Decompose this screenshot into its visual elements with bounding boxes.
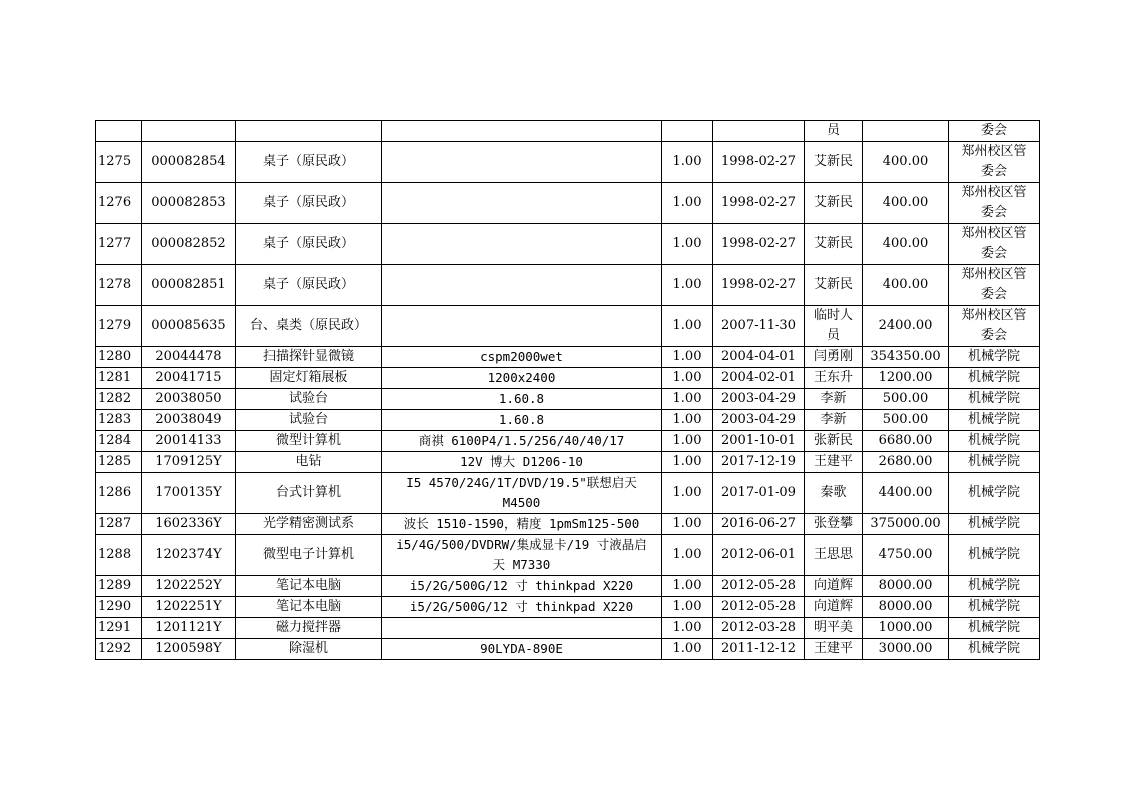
table-row: [96, 514, 1040, 535]
cell-amount: 400.00: [863, 265, 949, 306]
cell-name: 微型电子计算机: [236, 535, 382, 576]
cell-person: 王建平: [805, 452, 863, 473]
cell-code: 000082851: [142, 265, 236, 306]
cell-spec: [382, 618, 662, 639]
cell-amount: 500.00: [863, 389, 949, 410]
cell-person: 王建平: [805, 639, 863, 660]
cell-name: 桌子（原民政）: [236, 142, 382, 183]
cell-qty: 1.00: [662, 576, 713, 597]
cell-qty: 1.00: [662, 265, 713, 306]
cell-name: 桌子（原民政）: [236, 265, 382, 306]
cell-amount: 1000.00: [863, 618, 949, 639]
cell-name: 台、桌类（原民政）: [236, 306, 382, 347]
cell-dept: 机械学院: [949, 618, 1040, 639]
cell-spec: [382, 142, 662, 183]
cell-dept: 机械学院: [949, 431, 1040, 452]
cell-person: 艾新民: [805, 265, 863, 306]
cell-name: 电钻: [236, 452, 382, 473]
cell-spec: i5/2G/500G/12 寸 thinkpad X220: [382, 576, 662, 597]
cell-amount: 354350.00: [863, 347, 949, 368]
table-row: [96, 639, 1040, 660]
cell-index: 1287: [96, 514, 142, 535]
cell-dept: 郑州校区管 委会: [949, 224, 1040, 265]
cell-person: 艾新民: [805, 142, 863, 183]
cell-qty: 1.00: [662, 473, 713, 514]
cell-dept: 郑州校区管 委会: [949, 265, 1040, 306]
cell-amount: 400.00: [863, 183, 949, 224]
cell-dept: 机械学院: [949, 535, 1040, 576]
cell-date: 2012-05-28: [713, 597, 805, 618]
cell-date: 2017-12-19: [713, 452, 805, 473]
cell-person: 李新: [805, 389, 863, 410]
cell-name: 固定灯箱展板: [236, 368, 382, 389]
cell-spec: I5 4570/24G/1T/DVD/19.5"联想启天 M4500: [382, 473, 662, 514]
cell-amount: 2400.00: [863, 306, 949, 347]
cell-person: 向道辉: [805, 597, 863, 618]
cell-index: [96, 121, 142, 142]
cell-name: 微型计算机: [236, 431, 382, 452]
cell-date: 2004-02-01: [713, 368, 805, 389]
cell-code: 1709125Y: [142, 452, 236, 473]
cell-index: 1291: [96, 618, 142, 639]
cell-dept: 机械学院: [949, 347, 1040, 368]
cell-dept: 机械学院: [949, 597, 1040, 618]
cell-date: 2003-04-29: [713, 389, 805, 410]
table-row: [96, 576, 1040, 597]
cell-qty: 1.00: [662, 431, 713, 452]
cell-dept: 机械学院: [949, 410, 1040, 431]
cell-name: 光学精密测试系: [236, 514, 382, 535]
cell-qty: [662, 121, 713, 142]
cell-code: 1202374Y: [142, 535, 236, 576]
cell-index: 1275: [96, 142, 142, 183]
cell-index: 1283: [96, 410, 142, 431]
cell-date: 1998-02-27: [713, 224, 805, 265]
cell-date: 2012-03-28: [713, 618, 805, 639]
cell-spec: 1.60.8: [382, 389, 662, 410]
cell-spec: 波长 1510-1590，精度 1pmSm125-500: [382, 514, 662, 535]
cell-date: 2004-04-01: [713, 347, 805, 368]
cell-date: 1998-02-27: [713, 265, 805, 306]
cell-name: 扫描探针显微镜: [236, 347, 382, 368]
cell-spec: 1.60.8: [382, 410, 662, 431]
cell-code: 20044478: [142, 347, 236, 368]
cell-qty: 1.00: [662, 183, 713, 224]
cell-amount: 400.00: [863, 142, 949, 183]
cell-amount: 400.00: [863, 224, 949, 265]
cell-spec: 12V 博大 D1206-10: [382, 452, 662, 473]
table-row: [96, 389, 1040, 410]
table-row: [96, 535, 1040, 576]
cell-dept: 机械学院: [949, 514, 1040, 535]
cell-qty: 1.00: [662, 452, 713, 473]
cell-name: 笔记本电脑: [236, 597, 382, 618]
cell-amount: 3000.00: [863, 639, 949, 660]
cell-person: 明平美: [805, 618, 863, 639]
cell-index: 1290: [96, 597, 142, 618]
cell-name: 磁力搅拌器: [236, 618, 382, 639]
cell-date: 2012-05-28: [713, 576, 805, 597]
cell-spec: [382, 306, 662, 347]
asset-table: [95, 120, 1040, 660]
table-row: [96, 347, 1040, 368]
table-row: [96, 306, 1040, 347]
cell-spec: [382, 121, 662, 142]
cell-index: 1292: [96, 639, 142, 660]
cell-qty: 1.00: [662, 639, 713, 660]
cell-person: 李新: [805, 410, 863, 431]
cell-dept: 机械学院: [949, 473, 1040, 514]
cell-spec: cspm2000wet: [382, 347, 662, 368]
cell-person: 闫勇刚: [805, 347, 863, 368]
cell-dept: 机械学院: [949, 576, 1040, 597]
table-row: [96, 597, 1040, 618]
cell-code: 000082852: [142, 224, 236, 265]
cell-code: [142, 121, 236, 142]
cell-person: 秦歌: [805, 473, 863, 514]
cell-dept: 机械学院: [949, 368, 1040, 389]
cell-index: 1280: [96, 347, 142, 368]
cell-code: 20041715: [142, 368, 236, 389]
cell-name: [236, 121, 382, 142]
cell-dept: 郑州校区管 委会: [949, 306, 1040, 347]
cell-dept: 委会: [949, 121, 1040, 142]
cell-qty: 1.00: [662, 535, 713, 576]
table-row: [96, 368, 1040, 389]
cell-date: [713, 121, 805, 142]
cell-index: 1279: [96, 306, 142, 347]
cell-code: 20014133: [142, 431, 236, 452]
cell-index: 1289: [96, 576, 142, 597]
cell-qty: 1.00: [662, 514, 713, 535]
cell-person: 王东升: [805, 368, 863, 389]
cell-name: 除湿机: [236, 639, 382, 660]
cell-qty: 1.00: [662, 306, 713, 347]
cell-code: 1201121Y: [142, 618, 236, 639]
cell-spec: [382, 265, 662, 306]
cell-amount: 4750.00: [863, 535, 949, 576]
table-row: [96, 410, 1040, 431]
cell-code: 20038050: [142, 389, 236, 410]
cell-date: 2007-11-30: [713, 306, 805, 347]
cell-dept: 郑州校区管 委会: [949, 183, 1040, 224]
table-row: [96, 183, 1040, 224]
cell-person: 张新民: [805, 431, 863, 452]
cell-name: 桌子（原民政）: [236, 183, 382, 224]
cell-dept: 机械学院: [949, 452, 1040, 473]
cell-person: 员: [805, 121, 863, 142]
cell-index: 1276: [96, 183, 142, 224]
cell-spec: i5/2G/500G/12 寸 thinkpad X220: [382, 597, 662, 618]
cell-name: 试验台: [236, 410, 382, 431]
cell-person: 临时人 员: [805, 306, 863, 347]
table-row-header-continuation: [96, 121, 1040, 142]
cell-amount: 1200.00: [863, 368, 949, 389]
cell-date: 2012-06-01: [713, 535, 805, 576]
cell-amount: [863, 121, 949, 142]
cell-qty: 1.00: [662, 368, 713, 389]
cell-person: 向道辉: [805, 576, 863, 597]
cell-spec: 1200x2400: [382, 368, 662, 389]
cell-qty: 1.00: [662, 410, 713, 431]
cell-index: 1284: [96, 431, 142, 452]
cell-amount: 2680.00: [863, 452, 949, 473]
cell-code: 000082853: [142, 183, 236, 224]
cell-index: 1288: [96, 535, 142, 576]
cell-qty: 1.00: [662, 224, 713, 265]
cell-name: 桌子（原民政）: [236, 224, 382, 265]
cell-code: 1202252Y: [142, 576, 236, 597]
cell-amount: 4400.00: [863, 473, 949, 514]
cell-index: 1282: [96, 389, 142, 410]
cell-qty: 1.00: [662, 597, 713, 618]
cell-index: 1281: [96, 368, 142, 389]
cell-date: 2017-01-09: [713, 473, 805, 514]
cell-code: 000085635: [142, 306, 236, 347]
cell-amount: 500.00: [863, 410, 949, 431]
cell-date: 1998-02-27: [713, 142, 805, 183]
cell-code: 20038049: [142, 410, 236, 431]
cell-index: 1285: [96, 452, 142, 473]
cell-spec: i5/4G/500/DVDRW/集成显卡/19 寸液晶启 天 M7330: [382, 535, 662, 576]
table-row: [96, 265, 1040, 306]
cell-date: 2003-04-29: [713, 410, 805, 431]
cell-date: 2011-12-12: [713, 639, 805, 660]
cell-qty: 1.00: [662, 389, 713, 410]
cell-spec: [382, 183, 662, 224]
cell-date: 2001-10-01: [713, 431, 805, 452]
cell-person: 张登攀: [805, 514, 863, 535]
cell-code: 1700135Y: [142, 473, 236, 514]
cell-date: 1998-02-27: [713, 183, 805, 224]
table-row: [96, 224, 1040, 265]
cell-spec: 90LYDA-890E: [382, 639, 662, 660]
cell-name: 试验台: [236, 389, 382, 410]
cell-amount: 8000.00: [863, 597, 949, 618]
cell-amount: 6680.00: [863, 431, 949, 452]
table-row: [96, 142, 1040, 183]
cell-name: 台式计算机: [236, 473, 382, 514]
table-row: [96, 618, 1040, 639]
cell-code: 000082854: [142, 142, 236, 183]
cell-person: 艾新民: [805, 183, 863, 224]
cell-qty: 1.00: [662, 142, 713, 183]
cell-spec: 商祺 6100P4/1.5/256/40/40/17: [382, 431, 662, 452]
cell-index: 1278: [96, 265, 142, 306]
table-row: [96, 452, 1040, 473]
cell-name: 笔记本电脑: [236, 576, 382, 597]
cell-person: 艾新民: [805, 224, 863, 265]
cell-date: 2016-06-27: [713, 514, 805, 535]
cell-code: 1202251Y: [142, 597, 236, 618]
cell-code: 1602336Y: [142, 514, 236, 535]
cell-dept: 机械学院: [949, 389, 1040, 410]
cell-dept: 郑州校区管 委会: [949, 142, 1040, 183]
cell-qty: 1.00: [662, 618, 713, 639]
cell-code: 1200598Y: [142, 639, 236, 660]
cell-spec: [382, 224, 662, 265]
cell-dept: 机械学院: [949, 639, 1040, 660]
cell-amount: 8000.00: [863, 576, 949, 597]
table-row: [96, 431, 1040, 452]
table-row: [96, 473, 1040, 514]
cell-person: 王思思: [805, 535, 863, 576]
cell-index: 1277: [96, 224, 142, 265]
cell-amount: 375000.00: [863, 514, 949, 535]
cell-qty: 1.00: [662, 347, 713, 368]
cell-index: 1286: [96, 473, 142, 514]
